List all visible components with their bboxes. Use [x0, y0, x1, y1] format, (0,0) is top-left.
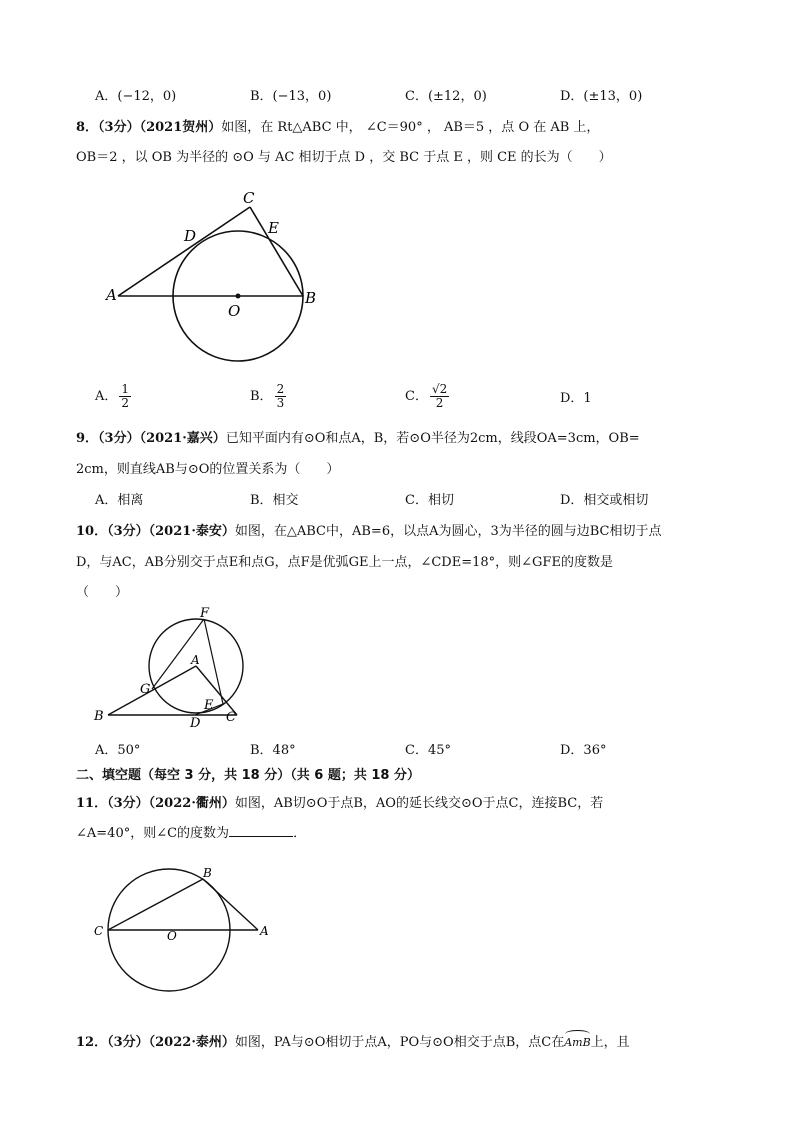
q8-line2: OB＝2 ，以 OB 为半径的 ⊙O 与 AC 相切于点 D ，交 BC 于点 E ，则 CE 的长为（ ）: [76, 150, 612, 165]
q8-meta: （3分）（2021贺州）: [98, 120, 222, 135]
q11-line-ba: [203, 879, 258, 930]
q11-label-a: A: [260, 924, 269, 938]
q11-text-2: ∠A=40°，则∠C的度数为: [76, 826, 230, 841]
q12-number: 12．: [76, 1035, 108, 1050]
q7-option-c: C．(±12，0): [405, 89, 487, 104]
q9-option-b: B．相交: [250, 493, 299, 508]
q8-label-d: D: [184, 227, 197, 245]
q8-figure: [100, 185, 340, 365]
q8-option-c: C． $\frac{√2}{2}$: [405, 382, 448, 410]
q10-line1: [76, 520, 662, 539]
q12-text-1: 如图，PA与⊙O相切于点A，PO与⊙O相交于点B，点C在: [234, 1035, 565, 1050]
q7-options: [95, 85, 715, 104]
q10-label-b: B: [94, 709, 104, 724]
q11-line2: ∠A=40°，则∠C的度数为 ．: [76, 826, 307, 841]
q10-meta: （3分）（2021·泰安）: [107, 524, 235, 539]
section-heading-fill-blank: 二、填空题（每空 3 分，共 18 分）（共 6 题；共 18 分）: [76, 768, 420, 783]
q7-option-b: B．(−13，0): [250, 89, 332, 104]
q10-label-e: E: [204, 698, 214, 713]
q8-number: 8．: [76, 120, 99, 135]
q11-line-cb: [108, 879, 203, 930]
q10-line-ba: [108, 666, 196, 715]
arc-symbol-icon: [565, 1030, 589, 1038]
q11-line1: [76, 792, 603, 811]
q8-center-dot: [236, 294, 241, 299]
q8-label-a: A: [106, 286, 117, 304]
q11-answer-blank: [229, 824, 293, 837]
q8-option-b-fraction: $\frac{2}{3}$: [276, 382, 285, 410]
q10-line-fe: [204, 619, 223, 704]
q8-option-c-fraction: $\frac{√2}{2}$: [431, 382, 448, 410]
q11-text-1: 如图，AB切⊙O于点B，AO的延长线交⊙O于点C，连接BC，若: [234, 796, 604, 811]
q12-arc-amb: AmB: [564, 1032, 590, 1049]
q11-label-b: B: [203, 866, 212, 880]
q10-label-a: A: [191, 653, 200, 667]
q10-option-b: B．48°: [250, 743, 296, 758]
q8-label-e: E: [268, 219, 279, 237]
q8-label-o: O: [228, 302, 241, 320]
q11-meta: （3分）（2022·衢州）: [107, 796, 235, 811]
q8-line-ac: [118, 207, 250, 296]
q9-line1: [76, 427, 640, 446]
q10-text-1: 如图，在△ABC中，AB=6，以点A为圆心，3为半径的圆与边BC相切于点: [234, 524, 662, 539]
q9-number: 9．: [76, 431, 99, 446]
q9-meta: （3分）（2021·嘉兴）: [98, 431, 226, 446]
q8-line1: [76, 116, 599, 135]
q10-option-a: A．50°: [95, 743, 141, 758]
q10-option-d: D．36°: [560, 743, 607, 758]
q9-text-1: 已知平面内有⊙O和点A，B，若⊙O半径为2cm，线段OA=3cm，OB=: [225, 431, 640, 446]
q11-figure: [85, 860, 285, 992]
q9-option-a: A．相离: [95, 493, 144, 508]
q11-label-c: C: [94, 924, 104, 938]
q7-option-d: D．(±13，0): [560, 89, 643, 104]
q12-text-2: 上，且: [590, 1035, 630, 1050]
q9-line2: 2cm，则直线AB与⊙O的位置关系为（ ）: [76, 462, 340, 477]
q9-option-d: D．相交或相切: [560, 493, 649, 508]
q9-options: [95, 489, 715, 508]
q10-option-c: C．45°: [405, 743, 451, 758]
q11-label-o: O: [167, 929, 177, 943]
q10-label-c: C: [226, 710, 236, 725]
q8-text-1: 如图，在 Rt△ABC 中， ∠C＝90° ， AB＝5 ，点 O 在 AB 上，: [221, 120, 600, 135]
q11-number: 11．: [76, 796, 108, 811]
q10-options: [95, 739, 715, 758]
q12-line1: [76, 1031, 630, 1050]
q8-options: [95, 383, 715, 410]
q10-figure: [90, 605, 260, 733]
q10-label-f: F: [200, 606, 210, 621]
q12-meta: （3分）（2022·泰州）: [107, 1035, 235, 1050]
q8-option-b: B． $\frac{2}{3}$: [250, 382, 285, 410]
q7-option-a: A．(−12，0): [95, 89, 177, 104]
q10-number: 10．: [76, 524, 108, 539]
q10-label-d: D: [190, 716, 201, 731]
q8-label-c: C: [243, 189, 255, 207]
q8-label-b: B: [305, 289, 317, 307]
q8-option-d: D．1: [560, 391, 592, 406]
q9-option-c: C．相切: [405, 493, 454, 508]
q8-option-a: A． $\frac{1}{2}$: [95, 382, 130, 410]
q10-line3: （ ）: [76, 585, 129, 600]
q8-option-a-fraction: $\frac{1}{2}$: [121, 382, 130, 410]
q10-line2: D，与AC，AB分别交于点E和点G，点F是优弧GE上一点，∠CDE=18°，则∠GFE的度数是: [76, 555, 613, 570]
q10-label-g: G: [140, 682, 151, 697]
